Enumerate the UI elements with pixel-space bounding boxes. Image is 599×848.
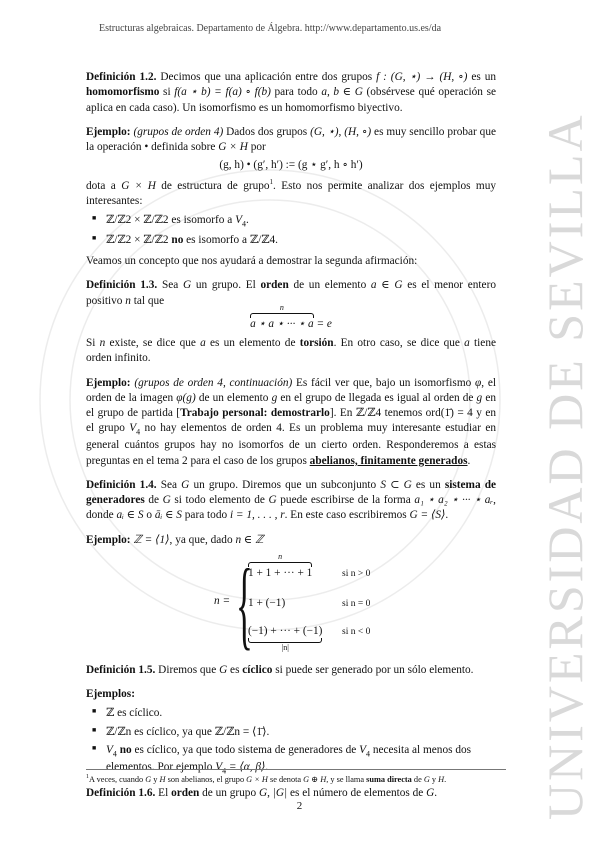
- list-item: ■ ℤ/ℤ2 × ℤ/ℤ2 es isomorfo a $V_4$.: [106, 213, 496, 230]
- example-order-4-continued: Ejemplo: (grupos de orden 4, continuación) Es fácil ver que, bajo un isomorfismo φ, el orden de la imagen φ(g) de un elemento g en el grupo de llegada es igual al orden de g en el grupo de partida [Trabajo personal: demostrarlo]. En ℤ/ℤ4 tenemos ord(1̄) = 4 y en el grupo $V_4$ no hay elementos de orden 4. Es un problema muy interesante estudiar en general cuántos grupos hay no isomorfos de un cierto orden. Responderemos a estas preguntas en el tema 2 para el caso de los grupos abelianos, finitamente generados.: [86, 376, 496, 467]
- definition-1-6: Definición 1.6. El orden de un grupo G, |G| es el número de elementos de G.: [86, 786, 438, 799]
- order-formula: n a ⋆ a ⋆ ··· ⋆ a = e: [250, 302, 332, 330]
- list-item: ■ ℤ/ℤ2 × ℤ/ℤ2 no es isomorfo a ℤ/ℤ4.: [106, 233, 496, 248]
- product-operation-formula: (g, h) • (g′, h′) := (g ⋆ g′, h ∘ h′): [219, 159, 363, 172]
- footnote-marker[interactable]: 1: [269, 177, 274, 186]
- examples-list: [86, 706, 496, 777]
- definition-1-4: Definición 1.4. Sea G un grupo. Diremos que un subconjunto S ⊂ G es un sistema de generadores de G si todo elemento de G puede escribirse de la forma a₁ ⋆ a₂ ⋆ ··· ⋆ aᵣ, donde aᵢ ∈ S o āᵢ ∈ S para todo i = 1, . . . , r. En este caso escribiremos G = ⟨S⟩.: [86, 478, 496, 522]
- page-number: 2: [296, 800, 303, 812]
- example-order-4: Ejemplo: (grupos de orden 4) Dados dos grupos (G, ⋆), (H, ∘) es muy sencillo probar que la operación • definida sobre G × H por (g, h) • (g′, h′) := (g ⋆ g′, h ∘ h′) dota a G × H de estructura de grupo$^1$. Esto nos permite analizar dos ejemplos muy interesantes: ■ ℤ/ℤ2 × ℤ/ℤ2 es isomorfo a $V_4$. ■ ℤ/ℤ2 × ℤ/ℤ2 no es isomorfo a ℤ/ℤ4. Veamos un concepto que nos ayudará a demostrar la segunda afirmación:: [86, 125, 496, 270]
- list-item: ■ ℤ es cíclico.: [106, 706, 496, 721]
- definition-1-2: Definición 1.2. Decimos que una aplicación entre dos grupos f : (G, ⋆) → (H, ∘) es un homomorfismo si f(a ⋆ b) = f(a) ∘ f(b) para todo a, b ∈ G (obsérvese qué operación se aplica en cada caso). Un isomorfismo es un homomorfismo biyectivo.: [86, 71, 496, 114]
- page-body: [86, 70, 496, 801]
- definition-1-5: Definición 1.5. Diremos que G es cíclico si puede ser generado por un sólo elemento.: [86, 663, 474, 676]
- list-item: ■ $V_4$ no es cíclico, ya que todo sistema de generadores de $V_4$ necesita al menos dos elementos. Por ejemplo $V_4$ = ⟨α, β⟩.: [106, 743, 496, 777]
- example-list: [86, 213, 496, 248]
- watermark-text: UNIVERSIDAD DE SEVILLA: [537, 112, 593, 820]
- footnote: $^1$A veces, cuando G y H son abelianos, el grupo G × H se denota G ⊕ H, y se llama suma directa de G y H.: [86, 769, 506, 785]
- list-item: ■ ℤ/ℤn es cíclico, ya que ℤ/ℤn = ⟨1̄⟩.: [106, 725, 496, 740]
- running-head: Estructuras algebraicas. Departamento de Álgebra. http://www.departamento.us.es/da: [99, 23, 442, 34]
- cases-formula: n = { n 1 + 1 + ··· + 1 si n > 0 1 + (−1) si n = 0 |n| (−1) + ··· + (−1) si n < 0: [214, 547, 371, 659]
- definition-1-3: Definición 1.3. Sea G un grupo. El orden de un elemento a ∈ G es el menor entero positivo n tal que n a ⋆ a ⋆ ··· ⋆ a = e Si n existe, se dice que a es un elemento de torsión. En otro caso, se dice que a tiene orden infinito.: [86, 279, 496, 365]
- transition-text: Veamos un concepto que nos ayudará a demostrar la segunda afirmación:: [86, 255, 418, 268]
- example-z-generated: Ejemplo: ℤ = ⟨1⟩, ya que, dado n ∈ ℤ n = { n 1 + 1 + ··· + 1 si n > 0 1 + (−1) si n = 0 |n| (−1) + ··· + (−1) si n < 0: [86, 533, 496, 654]
- examples-cyclic: Ejemplos: ■ ℤ es cíclico. ■ ℤ/ℤn es cíclico, ya que ℤ/ℤn = ⟨1̄⟩. ■ $V_4$ no es cíclico, ya que todo sistema de generadores de $V_4$ necesita al menos dos elementos. Por ejemplo $V_4$ = ⟨α, β⟩.: [86, 687, 496, 777]
